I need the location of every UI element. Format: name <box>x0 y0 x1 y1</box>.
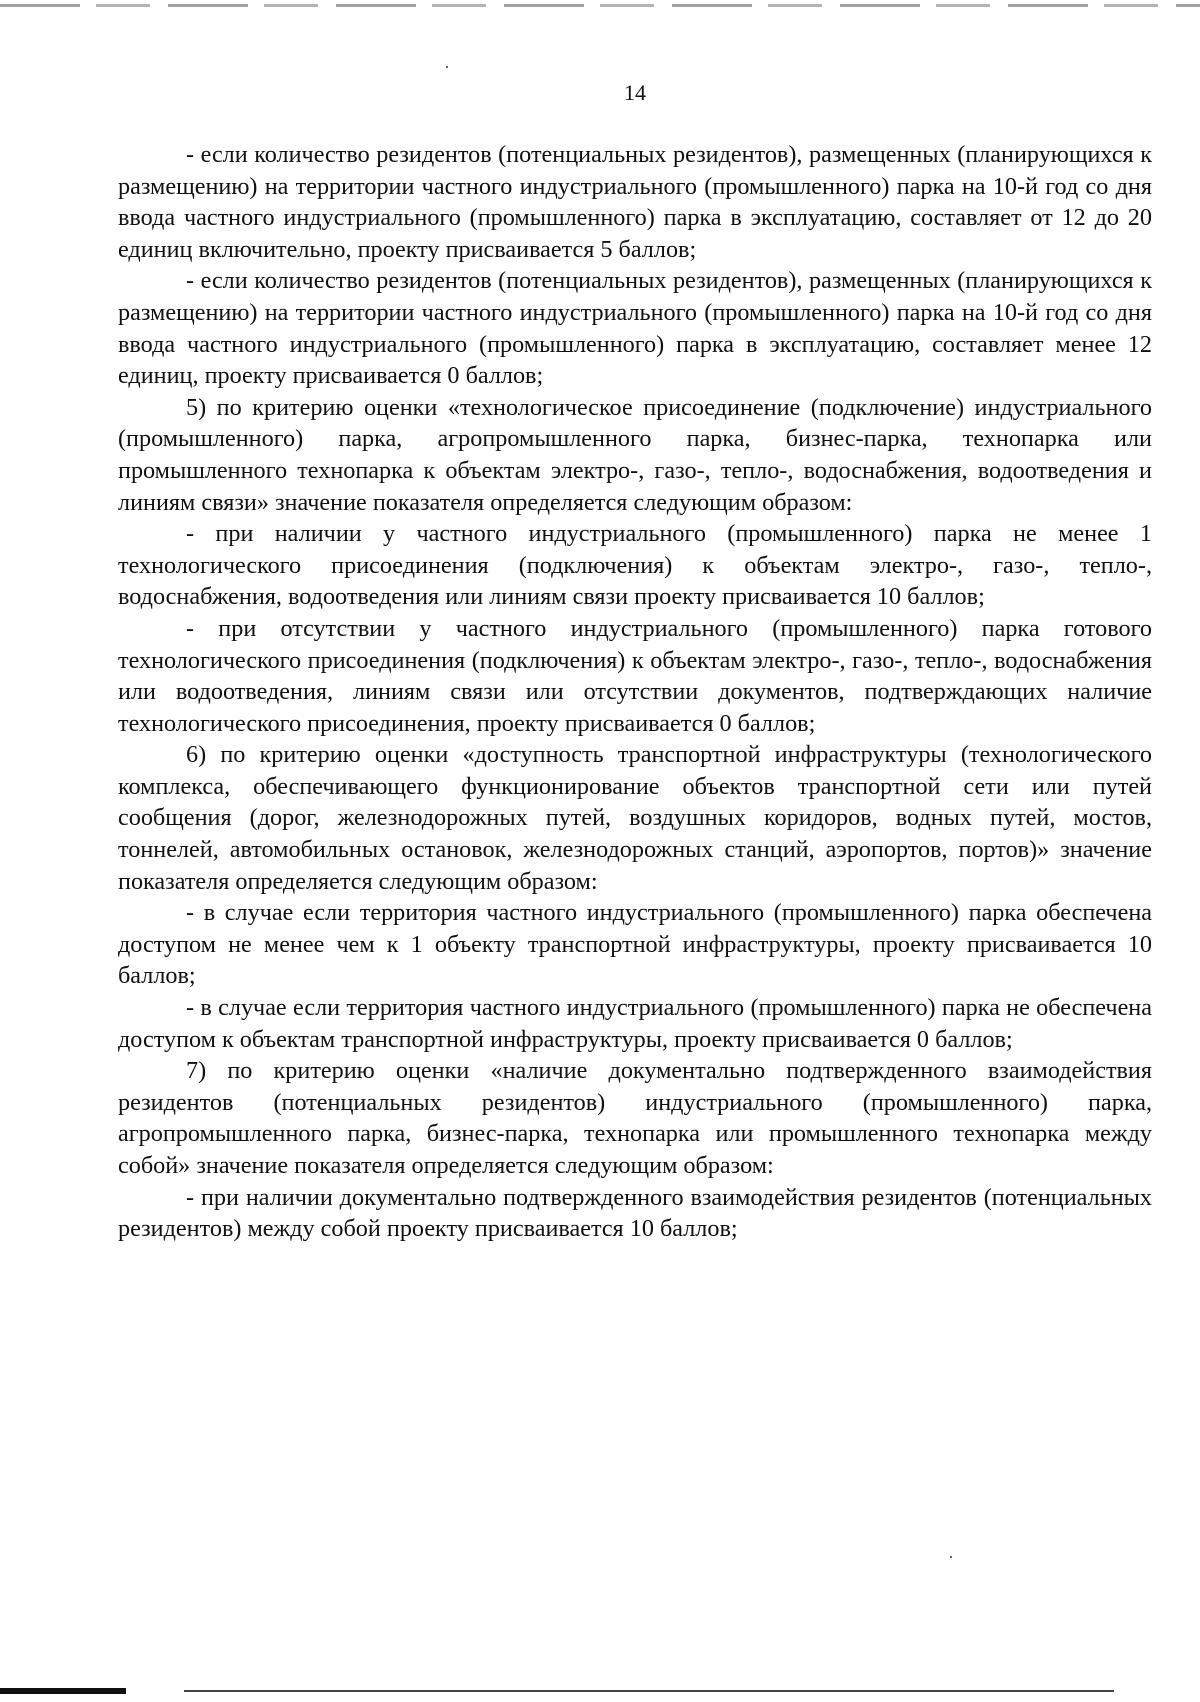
scan-edge-mark <box>0 1688 126 1694</box>
paragraph: - в случае если территория частного индустриального (промышленного) парка обеспечена доступом не менее чем к 1 объекту транспортной инфраструктуры, проекту присваивается 10 баллов; <box>118 899 1152 990</box>
page-number: 14 <box>624 80 646 105</box>
scan-speck <box>446 66 448 68</box>
scan-speck <box>950 1556 952 1558</box>
scan-edge-bottom <box>0 1688 1200 1694</box>
scan-edge-top <box>0 4 1200 7</box>
paragraph: 6) по критерию оценки «доступность транспортной инфраструктуры (технологического комплекса, обеспечивающего функционирование объектов транспортной сети или путей сообщения (дорог, железнодорожных путей, воздушных коридоров, водных путей, мостов, тоннелей, автомобильных остановок, железнодорожных станций, аэропортов, портов)» значение показателя определяется следующим образом: <box>118 741 1152 895</box>
scan-edge-line <box>184 1690 1114 1692</box>
paragraph: 7) по критерию оценки «наличие документально подтвержденного взаимодействия резидентов (потенциальных резидентов) индустриального (промышленного) парка, агропромышленного парка, бизнес-парка, технопарка или промышленного технопарка между собой» значение показателя определяется следующим образом: <box>118 1057 1152 1179</box>
paragraph: - при отсутствии у частного индустриального (промышленного) парка готового технологического присоединения (подключения) к объектам электро-, газо-, тепло-, водоснабжения или водоотведения, линиям связи или отсутствии документов, подтверждающих наличие технологического присоединения, проекту присваивается 0 баллов; <box>118 614 1152 737</box>
paragraph: - если количество резидентов (потенциальных резидентов), размещенных (планирующихся к размещению) на территории частного индустриального (промышленного) парка на 10-й год со дня ввода частного индустриального (промышленного) парка в эксплуатацию, составляет от 12 до 20 единиц включительно, проекту присваивается 5 баллов; <box>118 141 1152 263</box>
paragraph: 5) по критерию оценки «технологическое присоединение (подключение) индустриального (промышленного) парка, агропромышленного парка, бизнес-парка, технопарка или промышленного технопарка к объектам электро-, газо-, тепло-, водоснабжения, водоотведения и линиям связи» значение показателя определяется следующим образом: <box>118 393 1152 516</box>
paragraph: - при наличии документально подтвержденного взаимодействия резидентов (потенциальных резидентов) между собой проекту присваивается 10 баллов; <box>118 1183 1152 1243</box>
paragraph: - если количество резидентов (потенциальных резидентов), размещенных (планирующихся к размещению) на территории частного индустриального (промышленного) парка на 10-й год со дня ввода частного индустриального (промышленного) парка в эксплуатацию, составляет менее 12 единиц, проекту присваивается 0 баллов; <box>118 267 1152 390</box>
paragraph: - при наличии у частного индустриального (промышленного) парка не менее 1 технологического присоединения (подключения) к объектам электро-, газо-, тепло-, водоснабжения, водоотведения или линиям связи проекту присваивается 10 баллов; <box>118 520 1152 611</box>
paragraph: - в случае если территория частного индустриального (промышленного) парка не обеспечена доступом к объектам транспортной инфраструктуры, проекту присваивается 0 баллов; <box>118 994 1152 1053</box>
document-body <box>118 139 1152 1245</box>
